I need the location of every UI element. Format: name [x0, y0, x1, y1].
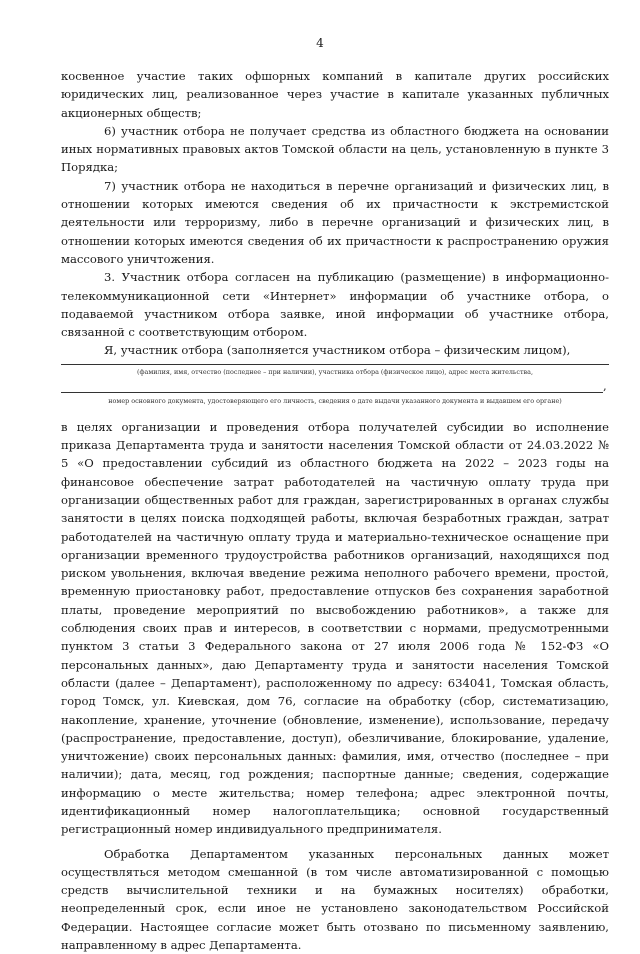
fill-trailing-comma: ,	[603, 378, 607, 393]
paragraph-item-6: 6) участник отбора не получает средства из областного бюджета на основании иных нормативных правовых актов Томской области на цель, установленную в пункте 3 Порядка;	[61, 123, 609, 175]
paragraph-applicant-intro: Я, участник отбора (заполняется участником отбора – физическим лицом),	[104, 343, 571, 358]
paragraph-processing-method: Обработка Департаментом указанных персональных данных может осуществляться методом смешанной (в том числе автоматизированной с помощью средств вычислительной техники и на бумажных носителях) обработки, неопределенный срок, если иное не установлено законодательством Российской Федерации. Настоящее согласие может быть отозвано по письменному заявлению, направленному в адрес Департамента.	[61, 846, 609, 953]
paragraph-item-7: 7) участник отбора не находиться в перечне организаций и физических лиц, в отношении которых имеются сведения об их причастности к экстремистской деятельности или терроризму, либо в перечне организаций и физических лиц, в отношении которых имеются сведения об их причастности к распространению оружия массового уничтожения.	[61, 178, 609, 266]
page-number: 4	[316, 36, 324, 50]
paragraph-publication-consent: 3. Участник отбора согласен на публикацию (размещение) в информационно-телекоммуникационной сети «Интернет» информации об участнике отбора, о подаваемой участником отбора заявке, иной информации об участнике отбора, связанной с соответствующим отбором.	[61, 270, 609, 340]
fill-line-name-address[interactable]	[61, 364, 609, 365]
fill-caption-name-address: (фамилия, имя, отчество (последнее – при наличии), участника отбора (физическое лицо), адрес места жительства,	[137, 367, 533, 376]
fill-caption-document: номер основного документа, удостоверяющего его личность, сведения о дате выдачи указанного документа и выдавшем его органе)	[108, 396, 562, 405]
paragraph-consent-main: в целях организации и проведения отбора получателей субсидии во исполнение приказа Департамента труда и занятости населения Томской области от 24.03.2022 № 5 «О предоставлении субсидий из областного бюджета на 2022 – 2023 годы на финансовое обеспечение затрат работодателей на частичную оплату труда при организации общественных работ для граждан, зарегистрированных в органах службы занятости в целях поиска подходящей работы, включая безработных граждан, затрат работодателей на частичную оплату труда и материально-техническое оснащение при организации временного трудоустройства работников организаций, находящихся под риском увольнения, включая введение режима неполного рабочего времени, простой, временную приостановку работ, предоставление отпусков без сохранения заработной платы, проведение мероприятий по высвобождению работников», а также для соблюдения своих прав и интересов, в соответствии с нормами, предусмотренными пунктом 3 статьи 3 Федерального закона от 27 июля 2006 года № 152-ФЗ «О персональных данных», даю Департаменту труда и занятости населения Томской области (далее – Департамент), расположенному по адресу: 634041, Томская область, город Томск, ул. Киевская, дом 76, согласие на обработку (сбор, систематизацию, накопление, хранение, уточнение (обновление, изменение), использование, передачу (распространение, предоставление, доступ), обезличивание, блокирование, удаление, уничтожение) своих персональных данных: фамилия, имя, отчество (последнее – при наличии); дата, месяц, год рождения; паспортные данные; сведения, содержащие информацию о месте жительства; номер телефона; адрес электронной почты, идентификационный номер налогоплательщика; основной государственный регистрационный номер индивидуального предпринимателя.	[61, 419, 609, 837]
paragraph-offshore: косвенное участие таких офшорных компаний в капитале других российских юридических лиц, реализованное через участие в капитале указанных публичных акционерных обществ;	[61, 69, 609, 120]
personal-info-fill-in	[61, 362, 609, 414]
document-body	[61, 67, 609, 954]
fill-line-document[interactable]	[61, 392, 603, 393]
